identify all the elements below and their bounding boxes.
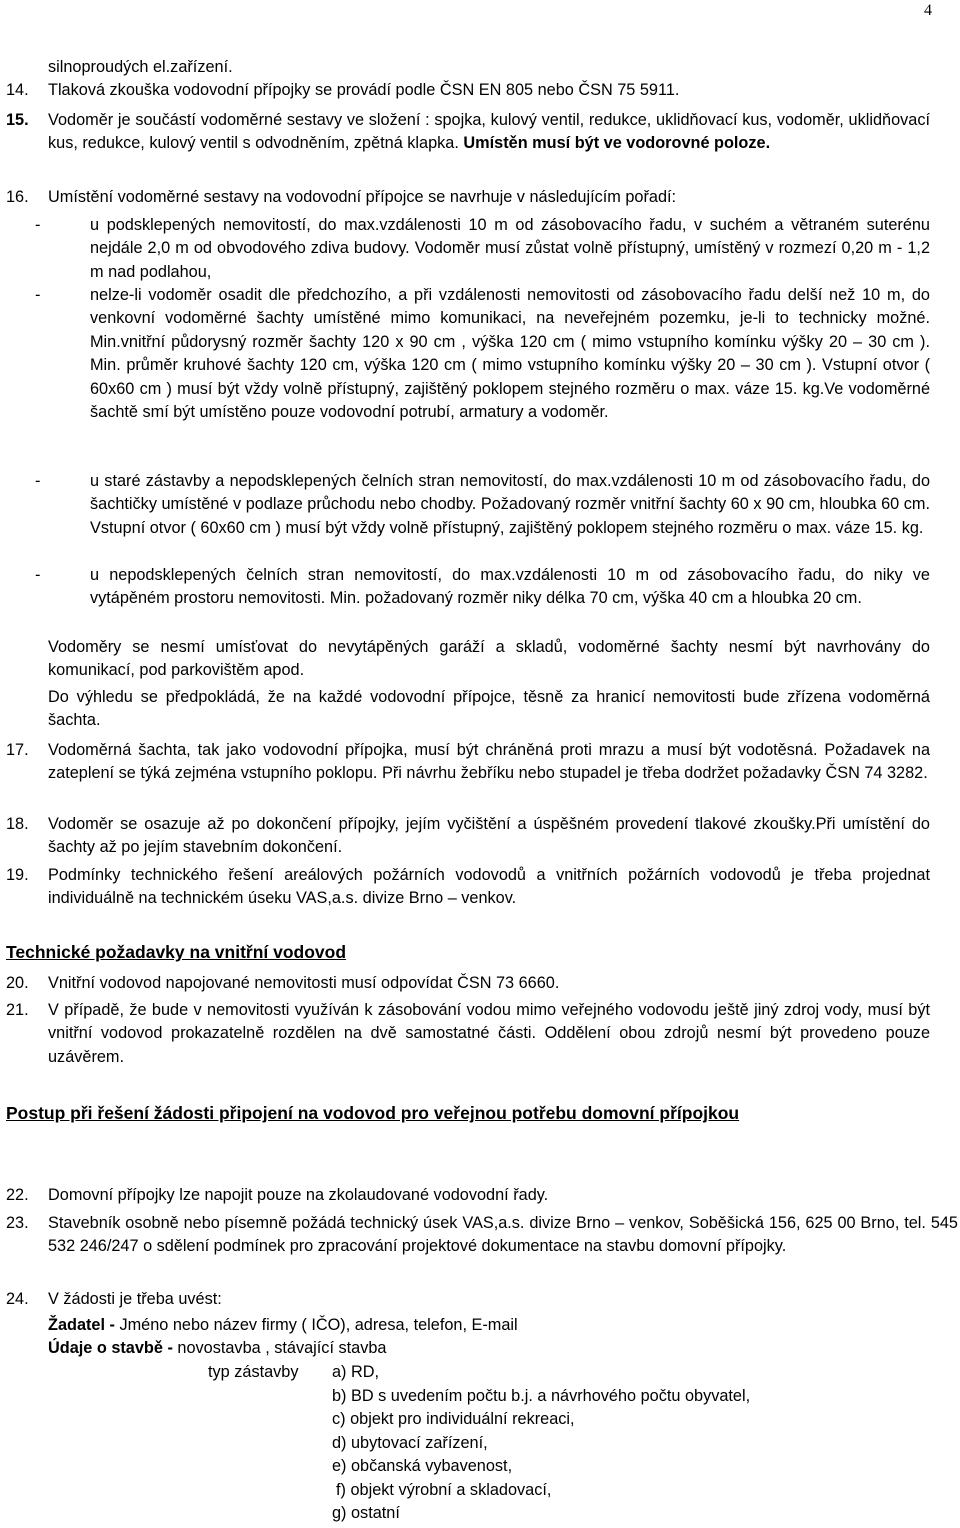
- item-number: 21.: [6, 1001, 29, 1019]
- item-text: V žádosti je třeba uvést:: [48, 1290, 222, 1308]
- list-item-18: [6, 813, 930, 860]
- section-heading: Technické požadavky na vnitřní vodovod: [6, 942, 347, 962]
- item-text: Stavebník osobně nebo písemně požádá technický úsek VAS,a.s. divize Brno – venkov, Soběšická 156, 625 00 Brno, tel. 545 532 246/247 o sdělení podmínek pro zpracování projektové dokumentace na stavbu domovní přípojky.: [48, 1214, 958, 1256]
- item-number: 23.: [6, 1214, 29, 1232]
- item-text: [48, 109, 930, 156]
- paragraph: Vodoměry se nesmí umísťovat do nevytápěných garáží a skladů, vodoměrné šachty nesmí být navrhovány do komunikací, pod parkovištěm apod.: [48, 638, 930, 680]
- applicant-line: [48, 1314, 518, 1337]
- development-option: b) BD s uvedením počtu b.j. a návrhového počtu obyvatel,: [332, 1387, 751, 1405]
- item-number: 14.: [6, 81, 29, 99]
- bullet-list: [6, 214, 930, 284]
- item-number: 20.: [6, 974, 29, 992]
- item-text: Podmínky technického řešení areálových požárních vodovodů a vnitřních požárních vodovodů je třeba projednat individuálně na technickém úseku VAS,a.s. divize Brno – venkov.: [48, 866, 930, 908]
- development-option: e) občanská vybavenost,: [332, 1457, 513, 1475]
- bullet-dash: -: [35, 472, 41, 490]
- item-text-main: Vodoměr je součástí vodoměrné sestavy ve složení : spojka, kulový ventil, redukce, uklidňovací kus, vodoměr, uklidňovací kus, redukce, kulový ventil s odvodněním, zpětná klapka.: [48, 111, 930, 153]
- list-item-15: [6, 109, 930, 156]
- item-text: Domovní přípojky lze napojit pouze na zkolaudované vodovodní řady.: [48, 1186, 549, 1204]
- applicant-text: Jméno nebo název firmy ( IČO), adresa, telefon, E-mail: [119, 1316, 518, 1334]
- item-text: Tlaková zkouška vodovodní přípojky se provádí podle ČSN EN 805 nebo ČSN 75 5911.: [48, 81, 680, 99]
- bullet-item: [6, 470, 930, 540]
- intro-line: silnoproudých el.zařízení.: [48, 58, 233, 76]
- building-label: Údaje o stavbě -: [48, 1339, 173, 1357]
- list-item-14: [6, 79, 930, 102]
- building-line: [48, 1337, 386, 1360]
- item-number: 19.: [6, 866, 29, 884]
- item-text: V případě, že bude v nemovitosti využíván k zásobování vodou mimo veřejného vodovodu ještě jiný zdroj vody, musí být vnitřní vodovod prokazatelně rozdělen na dvě samostatné části. Oddělení obou zdrojů nesmí být provedeno pouze uzávěrem.: [48, 1001, 930, 1066]
- item-number: 18.: [6, 815, 29, 833]
- item-number: 15.: [6, 111, 29, 129]
- bullet-dash: -: [35, 566, 41, 584]
- item-text: Umístění vodoměrné sestavy na vodovodní přípojce se navrhuje v následujícím pořadí:: [48, 188, 677, 206]
- list-item-23: [6, 1212, 958, 1259]
- development-option: g) ostatní: [332, 1504, 400, 1522]
- paragraph: Do výhledu se předpokládá, že na každé vodovodní přípojce, těsně za hranicí nemovitosti bude zřízena vodoměrná šachta.: [48, 688, 930, 730]
- section-heading: Postup při řešení žádosti připojení na vodovod pro veřejnou potřebu domovní přípojkou: [6, 1103, 740, 1123]
- item-number: 24.: [6, 1290, 29, 1308]
- bullet-list: [6, 284, 930, 424]
- list-item-22: [6, 1184, 930, 1207]
- development-option: f) objekt výrobní a skladovací,: [336, 1481, 552, 1499]
- development-option: c) objekt pro individuální rekreaci,: [332, 1410, 575, 1428]
- development-type-label: typ zástavby: [208, 1363, 299, 1381]
- item-text: Vodoměr se osazuje až po dokončení přípojky, jejím vyčištění a úspěšném provedení tlakové zkoušky.Při umístění do šachty až po jejím stavebním dokončení.: [48, 815, 930, 857]
- list-item-21: [6, 999, 930, 1069]
- item-number: 22.: [6, 1186, 29, 1204]
- item-number: 17.: [6, 741, 29, 759]
- bullet-item: [6, 214, 930, 284]
- applicant-label: Žadatel -: [48, 1316, 115, 1334]
- bullet-dash: -: [35, 216, 41, 234]
- bullet-list: [6, 470, 930, 540]
- list-item-24: [6, 1288, 930, 1311]
- bullet-text: u podsklepených nemovitostí, do max.vzdálenosti 10 m od zásobovacího řadu, v suchém a větraném suterénu nejdále 2,0 m od obvodového zdiva budovy. Vodoměr musí zůstat volně přístupný, umístěný v rozmezí 0,20 m - 1,2 m nad podlahou,: [90, 216, 930, 281]
- list-item-17: [6, 739, 930, 786]
- list-item-19: [6, 864, 930, 911]
- list-item-16: [6, 186, 930, 209]
- item-text-bold: Umístěn musí být ve vodorovné poloze.: [463, 134, 771, 153]
- building-text: novostavba , stávající stavba: [177, 1339, 387, 1357]
- bullet-text: u staré zástavby a nepodsklepených čelních stran nemovitostí, do max.vzdálenosti 10 m od zásobovacího řadu, do šachtičky umístěné v podlaze průchodu nebo chodby. Požadovaný rozměr vnitřní šachty 60 x 90 cm, hloubka 60 cm. Vstupní otvor ( 60x60 cm ) musí být vždy volně přístupný, zajištěný poklopem stejného rozměru o max. váze 15. kg.: [90, 472, 930, 537]
- item-number: 16.: [6, 188, 29, 206]
- bullet-text: nelze-li vodoměr osadit dle předchozího, a při vzdálenosti nemovitosti od zásobovacího řadu delší než 10 m, do venkovní vodoměrné šachty umístěné mimo komunikaci, na neveřejném pozemku, je-li to technicky možné. Min.vnitřní půdorysný rozměr šachty 120 x 90 cm , výška 120 cm ( mimo vstupního komínku výšky 20 – 30 cm ). Min. průměr kruhové šachty 120 cm, výška 120 cm ( mimo vstupního komínku výšky 20 – 30 cm ). Vstupní otvor ( 60x60 cm ) musí být vždy volně přístupný, zajištěný poklopem stejného rozměru o max. váze 15. kg.Ve vodoměrné šachtě smí být umístěno pouze vodovodní potrubí, armatury a vodoměr.: [90, 286, 930, 422]
- development-option: a) RD,: [332, 1363, 380, 1381]
- bullet-text: u nepodsklepených čelních stran nemovitostí, do max.vzdálenosti 10 m od zásobovacího řadu, do niky ve vytápěném prostoru nemovitosti. Min. požadovaný rozměr niky délka 70 cm, výška 40 cm a hloubka 20 cm.: [90, 566, 930, 608]
- item-text: Vodoměrná šachta, tak jako vodovodní přípojka, musí být chráněná proti mrazu a musí být vodotěsná. Požadavek na zateplení se týká zejména vstupního poklopu. Při návrhu žebříku nebo stupadel je třeba dodržet požadavky ČSN 74 3282.: [48, 741, 930, 783]
- item-text: Vnitřní vodovod napojované nemovitosti musí odpovídat ČSN 73 6660.: [48, 974, 560, 992]
- bullet-list: [6, 564, 930, 611]
- list-item-20: [6, 972, 930, 995]
- bullet-item: [6, 564, 930, 611]
- bullet-item: [6, 284, 930, 424]
- bullet-dash: -: [35, 286, 41, 304]
- development-option: d) ubytovací zařízení,: [332, 1434, 488, 1452]
- page-number: 4: [924, 2, 932, 19]
